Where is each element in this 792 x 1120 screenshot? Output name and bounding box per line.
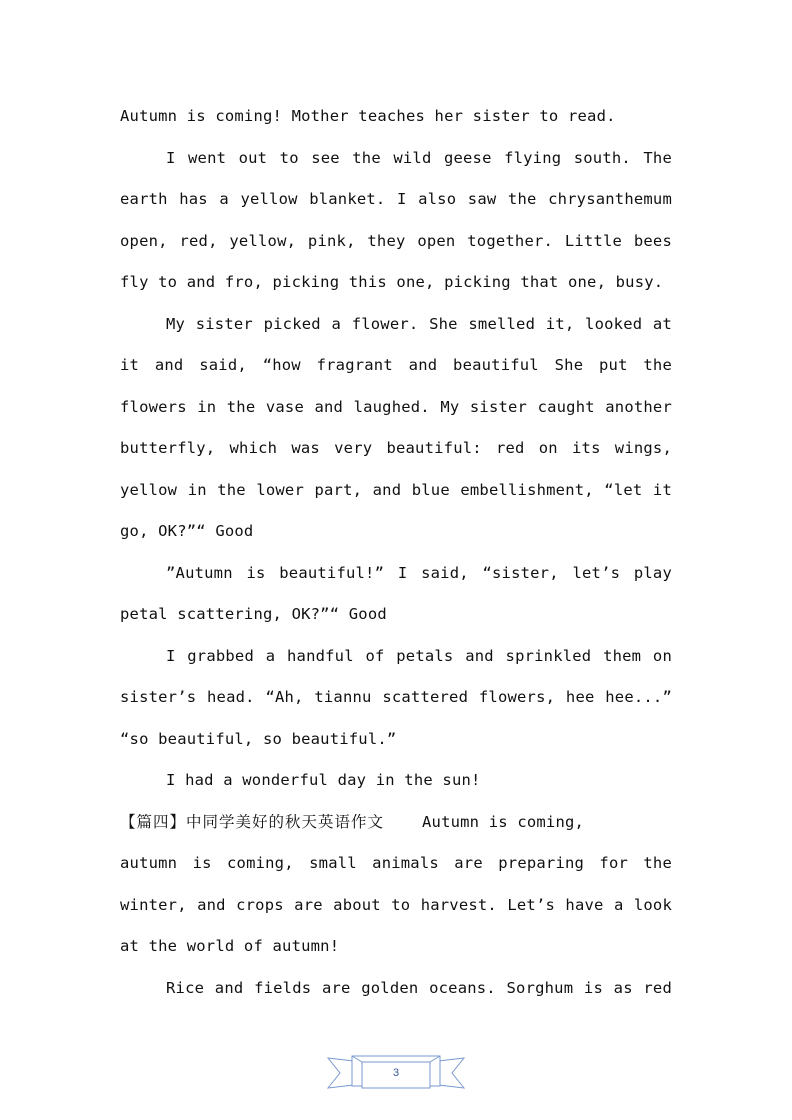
page-footer [326, 1050, 466, 1094]
body-text [120, 96, 672, 1009]
paragraph-line: “so beautiful, so beautiful.” [120, 729, 397, 748]
paragraph-line: Autumn is coming! Mother teaches her sister to read. [120, 107, 616, 125]
paragraph-line: autumn is coming, small animals are preparing for the [120, 854, 672, 872]
paragraph-line: I went out to see the wild geese flying south. The [166, 148, 672, 167]
page-number: 3 [392, 1067, 400, 1079]
paragraph-line: go, OK?”“ Good [120, 522, 254, 540]
paragraph-line: Autumn is coming, [422, 812, 585, 831]
paragraph-line: butterfly, which was very beautiful: red on its wings, [120, 439, 672, 457]
section-heading: 【篇四】中同学美好的秋天英语作文 [120, 812, 385, 831]
paragraph-line: ”Autumn is beautiful!” I said, “sister, let’s play [166, 563, 672, 582]
paragraph-line: petal scattering, OK?”“ Good [120, 605, 387, 623]
paragraph-line: I had a wonderful day in the sun! [166, 771, 481, 789]
paragraph-line: fly to and fro, picking this one, picking that one, busy. [120, 273, 664, 291]
paragraph-line: at the world of autumn! [120, 937, 340, 955]
paragraph-line: I grabbed a handful of petals and sprinkled them on [166, 646, 672, 665]
paragraph-line: Rice and fields are golden oceans. Sorghum is as red [166, 978, 672, 997]
paragraph-line: it and said, “how fragrant and beautiful She put the [120, 356, 672, 374]
paragraph-line: winter, and crops are about to harvest. Let’s have a look [120, 895, 672, 914]
paragraph-line: yellow in the lower part, and blue embellishment, “let it [120, 480, 672, 499]
paragraph-line: open, red, yellow, pink, they open together. Little bees [120, 231, 672, 250]
paragraph-line: flowers in the vase and laughed. My sister caught another [120, 397, 672, 416]
paragraph-line: sister’s head. “Ah, tiannu scattered flowers, hee hee...” [120, 688, 672, 706]
paragraph-line: earth has a yellow blanket. I also saw the chrysanthemum [120, 190, 672, 208]
section-heading-line [120, 802, 672, 844]
paragraph-line: My sister picked a flower. She smelled it, looked at [166, 314, 672, 333]
